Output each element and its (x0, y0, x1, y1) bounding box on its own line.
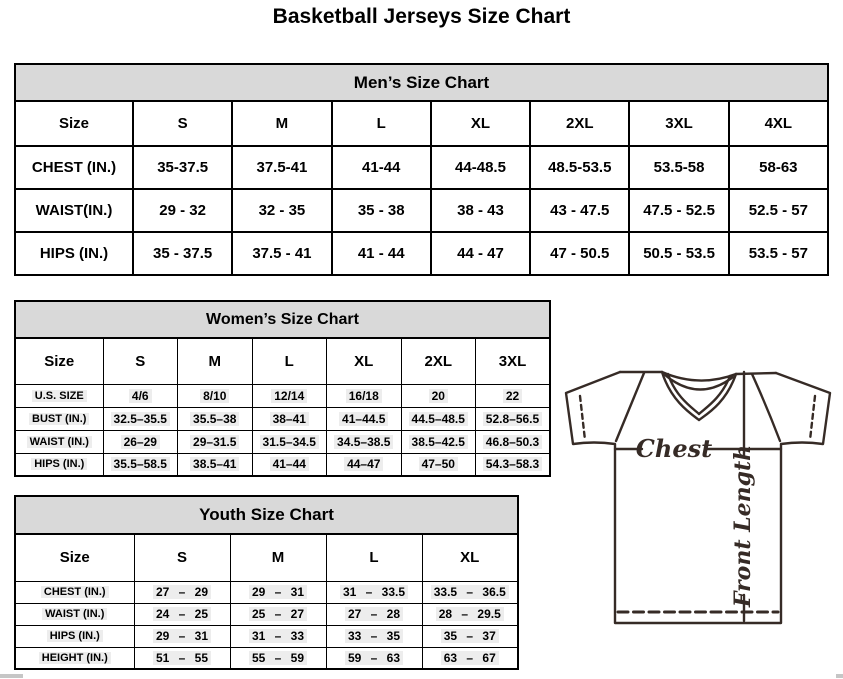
size-cell: 52.8–56.5 (476, 407, 551, 430)
size-cell: 35-37.5 (133, 146, 232, 189)
column-header: XL (431, 101, 530, 146)
page-title: Basketball Jerseys Size Chart (272, 5, 571, 28)
size-cell: 54.3–58.3 (476, 453, 551, 476)
size-cell: 8/10 (178, 384, 253, 407)
row-label: HEIGHT (IN.) (15, 647, 134, 669)
column-header: S (134, 534, 230, 581)
size-cell: 59 – 63 (326, 647, 422, 669)
size-cell: 35 – 37 (422, 625, 518, 647)
size-column-header: Size (15, 101, 133, 146)
row-label: WAIST (IN.) (15, 430, 103, 453)
size-cell: 35.5–38 (178, 407, 253, 430)
size-cell: 51 – 55 (134, 647, 230, 669)
mens-chart-header: Men’s Size Chart (14, 63, 829, 100)
column-header: L (326, 534, 422, 581)
womens-size-table (14, 337, 551, 477)
column-header: 3XL (629, 101, 728, 146)
column-header: M (230, 534, 326, 581)
size-cell: 44–47 (327, 453, 402, 476)
row-label: U.S. SIZE (15, 384, 103, 407)
size-cell: 24 – 25 (134, 603, 230, 625)
size-cell: 44.5–48.5 (401, 407, 476, 430)
column-header: S (133, 101, 232, 146)
youth-chart-header: Youth Size Chart (14, 495, 519, 533)
row-label: HIPS (IN.) (15, 232, 133, 275)
size-cell: 35 - 37.5 (133, 232, 232, 275)
jersey-cuff-stitch-right (810, 396, 815, 440)
size-cell: 29–31.5 (178, 430, 253, 453)
table-row (15, 407, 550, 430)
size-cell: 44-48.5 (431, 146, 530, 189)
womens-size-chart (14, 300, 551, 477)
column-header: 3XL (476, 338, 551, 384)
size-cell: 26–29 (103, 430, 178, 453)
womens-chart-header: Women’s Size Chart (14, 300, 551, 337)
size-cell: 27 – 28 (326, 603, 422, 625)
row-label: CHEST (IN.) (15, 146, 133, 189)
size-cell: 22 (476, 384, 551, 407)
column-header: 2XL (530, 101, 629, 146)
jersey-armhole-seams (616, 373, 780, 441)
size-cell: 33 – 35 (326, 625, 422, 647)
column-header: L (252, 338, 327, 384)
size-cell: 47 - 50.5 (530, 232, 629, 275)
mens-size-table (14, 100, 829, 276)
size-cell: 25 – 27 (230, 603, 326, 625)
youth-size-table (14, 533, 519, 670)
column-header: 2XL (401, 338, 476, 384)
size-column-header: Size (15, 338, 103, 384)
table-row (15, 625, 518, 647)
size-cell: 53.5-58 (629, 146, 728, 189)
size-cell: 16/18 (327, 384, 402, 407)
size-cell: 41–44.5 (327, 407, 402, 430)
size-cell: 12/14 (252, 384, 327, 407)
horizontal-scrollbar-fragment-left[interactable] (0, 674, 23, 678)
column-header: M (232, 101, 331, 146)
size-cell: 41–44 (252, 453, 327, 476)
size-cell: 31 – 33 (230, 625, 326, 647)
column-header: L (332, 101, 431, 146)
size-cell: 44 - 47 (431, 232, 530, 275)
table-row (15, 603, 518, 625)
size-cell: 47–50 (401, 453, 476, 476)
size-cell: 31 – 33.5 (326, 581, 422, 603)
size-cell: 32.5–35.5 (103, 407, 178, 430)
size-cell: 35.5–58.5 (103, 453, 178, 476)
table-row (15, 581, 518, 603)
column-header: M (178, 338, 253, 384)
size-cell: 50.5 - 53.5 (629, 232, 728, 275)
table-row (15, 232, 828, 275)
column-header: S (103, 338, 178, 384)
row-label: WAIST(IN.) (15, 189, 133, 232)
jersey-cuff-stitch-left (580, 396, 585, 440)
size-cell: 55 – 59 (230, 647, 326, 669)
size-column-header: Size (15, 534, 134, 581)
mens-size-chart (14, 63, 829, 276)
size-cell: 35 - 38 (332, 189, 431, 232)
size-cell: 52.5 - 57 (729, 189, 828, 232)
size-cell: 34.5–38.5 (327, 430, 402, 453)
size-cell: 48.5-53.5 (530, 146, 629, 189)
size-cell: 20 (401, 384, 476, 407)
front-length-label: Front Length (730, 444, 756, 608)
size-cell: 29 – 31 (134, 625, 230, 647)
size-cell: 37.5 - 41 (232, 232, 331, 275)
column-header: XL (327, 338, 402, 384)
size-cell: 38–41 (252, 407, 327, 430)
size-cell: 28 – 29.5 (422, 603, 518, 625)
size-cell: 38.5–42.5 (401, 430, 476, 453)
horizontal-scrollbar-fragment-right[interactable] (836, 674, 843, 678)
table-row (15, 189, 828, 232)
table-row (15, 146, 828, 189)
table-row (15, 453, 550, 476)
size-cell: 31.5–34.5 (252, 430, 327, 453)
row-label: BUST (IN.) (15, 407, 103, 430)
size-cell: 4/6 (103, 384, 178, 407)
size-cell: 38 - 43 (431, 189, 530, 232)
jersey-diagram (556, 361, 843, 661)
size-cell: 58-63 (729, 146, 828, 189)
size-cell: 27 – 29 (134, 581, 230, 603)
table-row (15, 647, 518, 669)
size-cell: 29 – 31 (230, 581, 326, 603)
table-row (15, 430, 550, 453)
size-cell: 33.5 – 36.5 (422, 581, 518, 603)
size-cell: 37.5-41 (232, 146, 331, 189)
size-cell: 63 – 67 (422, 647, 518, 669)
column-header: XL (422, 534, 518, 581)
size-cell: 43 - 47.5 (530, 189, 629, 232)
table-row (15, 384, 550, 407)
row-label: HIPS (IN.) (15, 453, 103, 476)
column-header: 4XL (729, 101, 828, 146)
jersey-outline (566, 372, 830, 623)
size-cell: 41 - 44 (332, 232, 431, 275)
youth-size-chart (14, 495, 519, 670)
size-cell: 47.5 - 52.5 (629, 189, 728, 232)
row-label: CHEST (IN.) (15, 581, 134, 603)
size-cell: 46.8–50.3 (476, 430, 551, 453)
row-label: WAIST (IN.) (15, 603, 134, 625)
size-cell: 32 - 35 (232, 189, 331, 232)
size-cell: 53.5 - 57 (729, 232, 828, 275)
chest-label: Chest (635, 434, 713, 463)
size-cell: 29 - 32 (133, 189, 232, 232)
size-cell: 38.5–41 (178, 453, 253, 476)
row-label: HIPS (IN.) (15, 625, 134, 647)
size-cell: 41-44 (332, 146, 431, 189)
